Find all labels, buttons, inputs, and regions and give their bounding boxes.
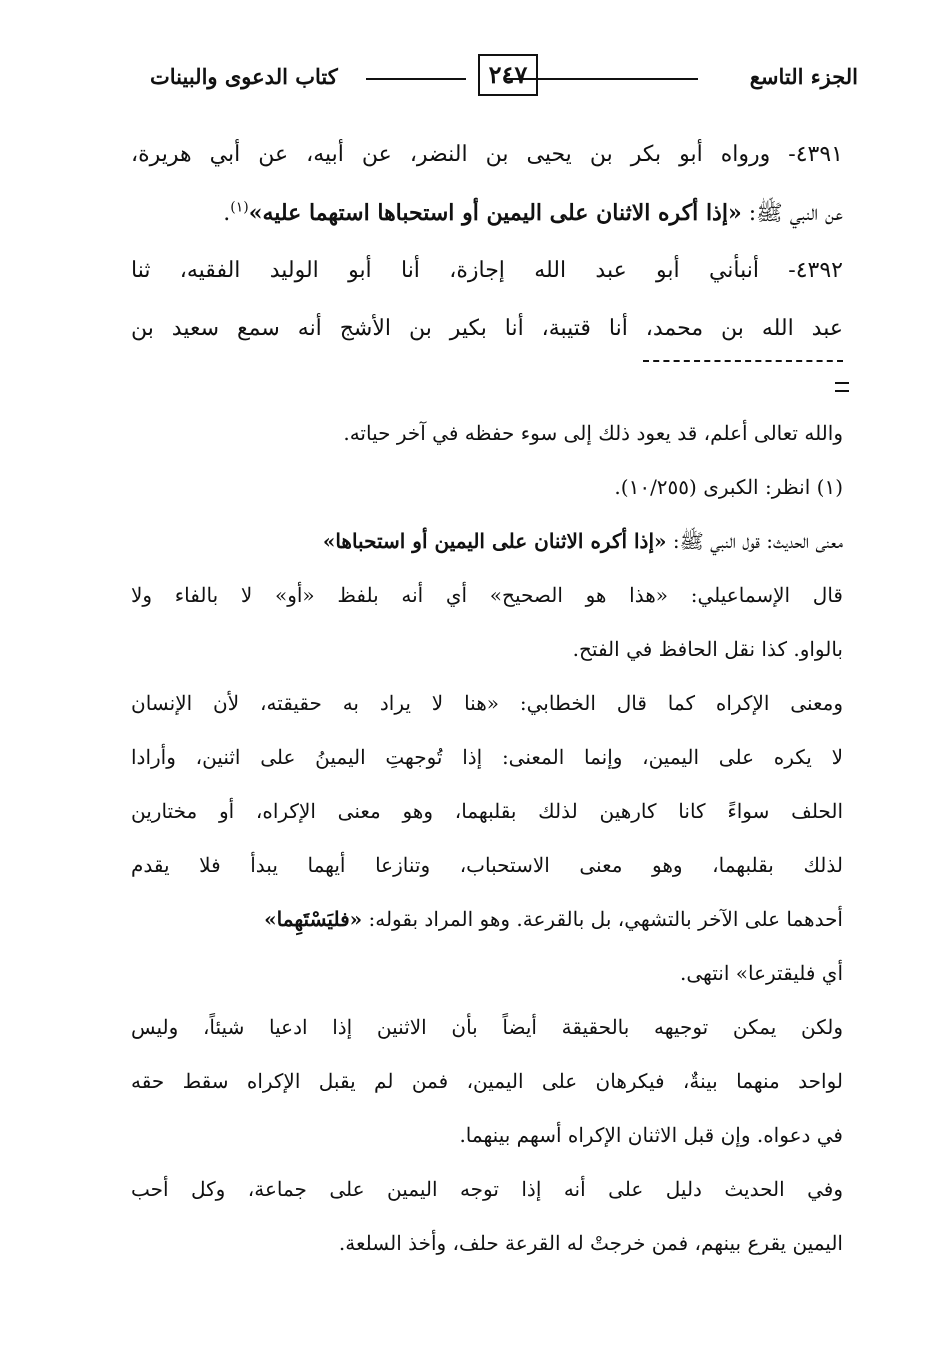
text-line: بالواو. كذا نقل الحافظ في الفتح.	[572, 637, 843, 661]
text-line: ٤٣٩١- ورواه أبو بكر بن يحيى بن النضر، عن أبيه، عن أبي هريرة،	[131, 142, 843, 167]
footnote-separator	[643, 360, 843, 362]
text-line: أي فليقترعا» انتهى.	[680, 961, 843, 985]
page-header	[140, 50, 858, 102]
text-line: وفي الحديث دليل على أنه إذا توجه اليمين على جماعة، وكل أحب	[131, 1177, 843, 1201]
text-line: لواحد منهما بينةٌ، فيكرهان على اليمين، فمن لم يقبل الإكراه سقط حقه	[131, 1069, 843, 1093]
text-line	[131, 892, 843, 946]
volume-label: الجزء التاسع	[749, 64, 858, 89]
footnote-ref: (١)	[230, 199, 249, 216]
text-line: اليمين يقرع بينهم، فمن خرجتْ له القرعة حلف، وأخذ السلعة.	[338, 1231, 843, 1255]
text-line: قال الإسماعيلي: «هذا هو الصحيح» أي أنه بلفظ «أو» لا بالفاء ولا	[131, 583, 843, 607]
text-line	[131, 184, 843, 242]
text-line	[131, 514, 843, 568]
text-line: لذلك بقلبهما، وهو معنى الاستحباب، وتنازعا أيهما يبدأ فلا يقدم	[131, 853, 843, 877]
bold-quote: «فليَسْتَهِما»	[264, 907, 363, 931]
text-line: عبد الله بن محمد، أنا قتيبة، أنا بكير بن الأشج أنه سمع سعيد بن	[131, 316, 843, 341]
text-line: لا يكره على اليمين، وإنما المعنى: إذا تُوجهتِ اليمينُ على اثنين، وأرادا	[131, 745, 843, 769]
text-line: والله تعالى أعلم، قد يعود ذلك إلى سوء حفظه في آخر حياته.	[343, 421, 843, 445]
text-line: في دعواه. وإن قبل الاثنان الإكراه أسهم بينهما.	[459, 1123, 843, 1147]
page-number: ٢٤٧	[478, 54, 538, 96]
text-line: ولكن يمكن توجيهه بالحقيقة أيضاً بأن الاثنين إذا ادعيا شيئاً، وليس	[131, 1015, 843, 1039]
footnotes	[131, 406, 843, 1270]
line-text: معنى الحديث: قول النبي ﷺ:	[666, 529, 843, 553]
text-line: الحلف سواءً كانا كارهين لذلك بقلبهما، وهو معنى الإكراه، أو مختارين	[131, 799, 843, 823]
text-line: ٤٣٩٢- أنبأني أبو عبد الله إجازة، أنا أبو الوليد الفقيه، ثنا	[131, 258, 843, 283]
bold-quote: «إذا أكره الاثنان على اليمين أو استحباها استهما عليه»	[248, 200, 742, 226]
line-text: .	[223, 201, 231, 226]
continuation-mark	[835, 382, 849, 392]
header-rule-left	[366, 78, 466, 80]
main-text	[131, 126, 843, 358]
text-line: ومعنى الإكراه كما قال الخطابي: «هنا لا يراد به حقيقته، لأن الإنسان	[131, 691, 843, 715]
text-line: (١) انظر: الكبرى (١٠/٢٥٥).	[614, 475, 843, 499]
line-text: عن النبي ﷺ:	[741, 201, 843, 226]
line-text: أحدهما على الآخر بالتشهي، بل بالقرعة. وهو المراد بقوله:	[362, 907, 843, 931]
book-title: كتاب الدعوى والبينات	[150, 64, 338, 89]
bold-quote: «إذا أكره الاثنان على اليمين أو استحباها»	[322, 529, 667, 553]
